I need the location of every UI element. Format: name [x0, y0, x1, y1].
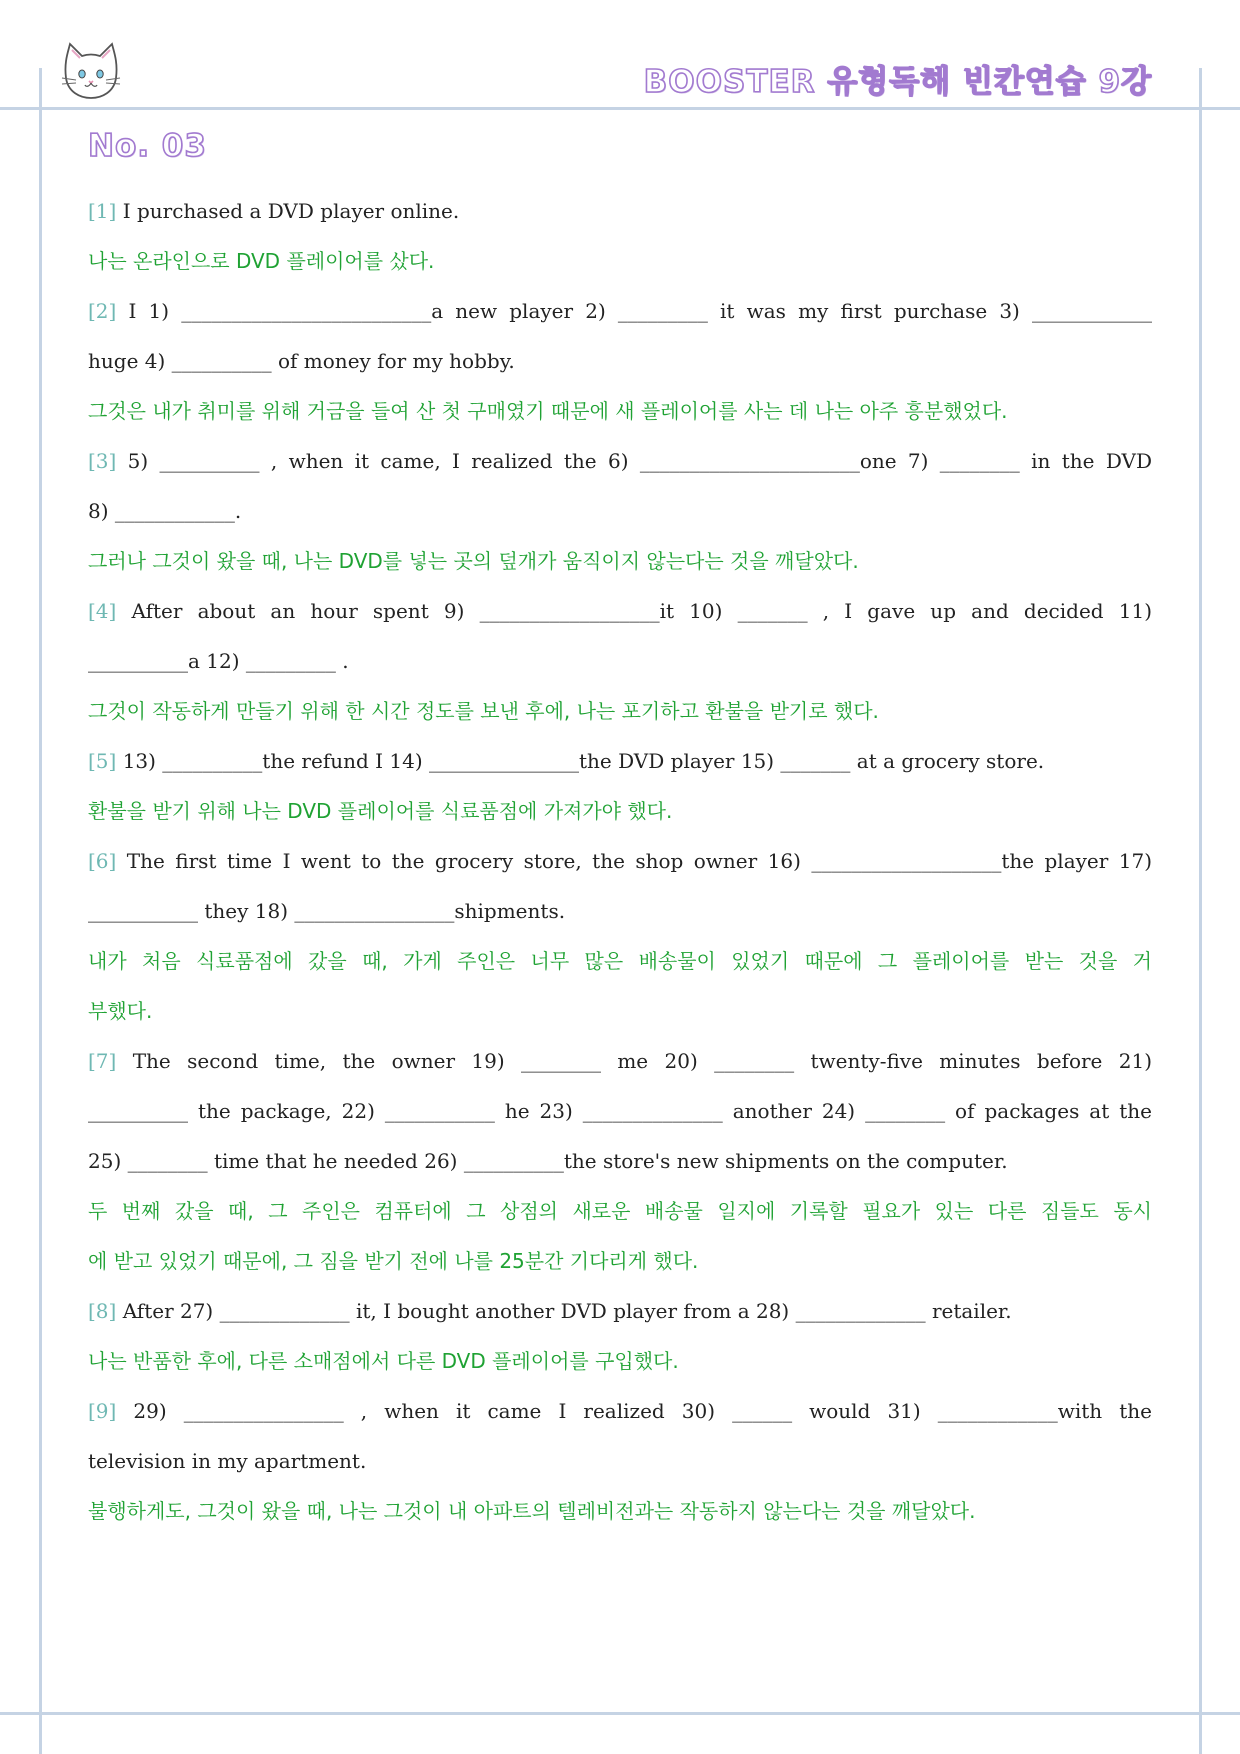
sentence-3-number: [3] [88, 449, 117, 473]
sentence-6-en-cont: ___________ they 18) ________________shipments. [88, 899, 566, 923]
sentence-3-en [88, 436, 1152, 486]
sentence-6-text: The first time I went to the grocery store, the shop owner 16) ___________________the player 17) [116, 849, 1152, 873]
sentence-4-number: [4] [88, 599, 117, 623]
frame-right-line [1199, 68, 1202, 1754]
sentence-6-ko-cont: 부했다. [88, 999, 153, 1023]
sentence-7-text: The second time, the owner 19) ________ me 20) ________ twenty-five minutes before 21) [116, 1049, 1152, 1073]
sentence-7-number: [7] [88, 1049, 117, 1073]
sentence-9-text: 29) ________________ , when it came I realized 30) ______ would 31) ____________with the [116, 1399, 1152, 1423]
sentence-5-number: [5] [88, 749, 117, 773]
sentence-1-en [88, 186, 1152, 236]
sentence-1-text: I purchased a DVD player online. [116, 199, 460, 223]
frame-bottom-line [0, 1712, 1240, 1715]
sentence-5-ko: 환불을 받기 위해 나는 DVD 플레이어를 식료품점에 가져가야 했다. [88, 799, 673, 823]
sentence-7-ko: 두 번째 갔을 때, 그 주인은 컴퓨터에 그 상점의 새로운 배송물 일지에 기록할 필요가 있는 다른 짐들도 동시 [88, 1199, 1152, 1223]
sentence-1-ko: 나는 온라인으로 DVD 플레이어를 샀다. [88, 249, 435, 273]
sentence-5-text: 13) __________the refund I 14) _______________the DVD player 15) _______ at a grocery store. [116, 749, 1045, 773]
sentence-8-en [88, 1286, 1152, 1336]
sentence-4-ko: 그것이 작동하게 만들기 위해 한 시간 정도를 보낸 후에, 나는 포기하고 환불을 받기로 했다. [88, 699, 879, 723]
sentence-7-en-cont-1: __________ the package, 22) ___________ he 23) ______________ another 24) ________ of packages at the [88, 1099, 1152, 1123]
frame-left-line [39, 68, 42, 1754]
sentence-4-en [88, 586, 1152, 636]
worksheet-content [88, 186, 1152, 1536]
sentence-2-en [88, 286, 1152, 336]
sentence-7-en-cont-2: 25) ________ time that he needed 26) __________the store's new shipments on the computer. [88, 1149, 1008, 1173]
sentence-7-ko-cont: 에 받고 있었기 때문에, 그 짐을 받기 전에 나를 25분간 기다리게 했다. [88, 1249, 699, 1273]
cat-icon [58, 40, 124, 100]
sentence-9-number: [9] [88, 1399, 117, 1423]
sentence-1-number: [1] [88, 199, 117, 223]
sentence-6-ko: 내가 처음 식료품점에 갔을 때, 가게 주인은 너무 많은 배송물이 있었기 때문에 그 플레이어를 받는 것을 거 [88, 949, 1152, 973]
sentence-6-number: [6] [88, 849, 117, 873]
sentence-2-text: I 1) _________________________a new player 2) _________ it was my first purchase 3) ____________ [116, 299, 1152, 323]
sentence-2-en-cont: huge 4) __________ of money for my hobby. [88, 349, 515, 373]
sentence-8-ko: 나는 반품한 후에, 다른 소매점에서 다른 DVD 플레이어를 구입했다. [88, 1349, 679, 1373]
sentence-9-en [88, 1386, 1152, 1436]
sentence-2-ko: 그것은 내가 취미를 위해 거금을 들여 산 첫 구매였기 때문에 새 플레이어를 사는 데 나는 아주 흥분했었다. [88, 399, 1008, 423]
sentence-5-en [88, 736, 1152, 786]
sentence-4-en-cont: __________a 12) _________ . [88, 649, 349, 673]
sentence-6-en [88, 836, 1152, 886]
sentence-9-ko: 불행하게도, 그것이 왔을 때, 나는 그것이 내 아파트의 텔레비전과는 작동하지 않는다는 것을 깨달았다. [88, 1499, 976, 1523]
sentence-3-en-cont: 8) ____________. [88, 499, 242, 523]
frame-top-line [0, 107, 1240, 110]
sentence-3-text: 5) __________ , when it came, I realized the 6) ______________________one 7) ________ in the DVD [116, 449, 1152, 473]
sentence-2-number: [2] [88, 299, 117, 323]
sentence-8-text: After 27) _____________ it, I bought another DVD player from a 28) _____________ retailer. [116, 1299, 1012, 1323]
sentence-8-number: [8] [88, 1299, 117, 1323]
sentence-7-en [88, 1036, 1152, 1086]
sentence-9-en-cont: television in my apartment. [88, 1449, 367, 1473]
sentence-3-ko: 그러나 그것이 왔을 때, 나는 DVD를 넣는 곳의 덮개가 움직이지 않는다는 것을 깨달았다. [88, 549, 859, 573]
page-number: No. 03 [88, 128, 207, 164]
header-title: BOOSTER 유형독해 빈칸연습 9강 [643, 64, 1152, 100]
sentence-4-text: After about an hour spent 9) __________________it 10) _______ , I gave up and decided 11) [116, 599, 1152, 623]
